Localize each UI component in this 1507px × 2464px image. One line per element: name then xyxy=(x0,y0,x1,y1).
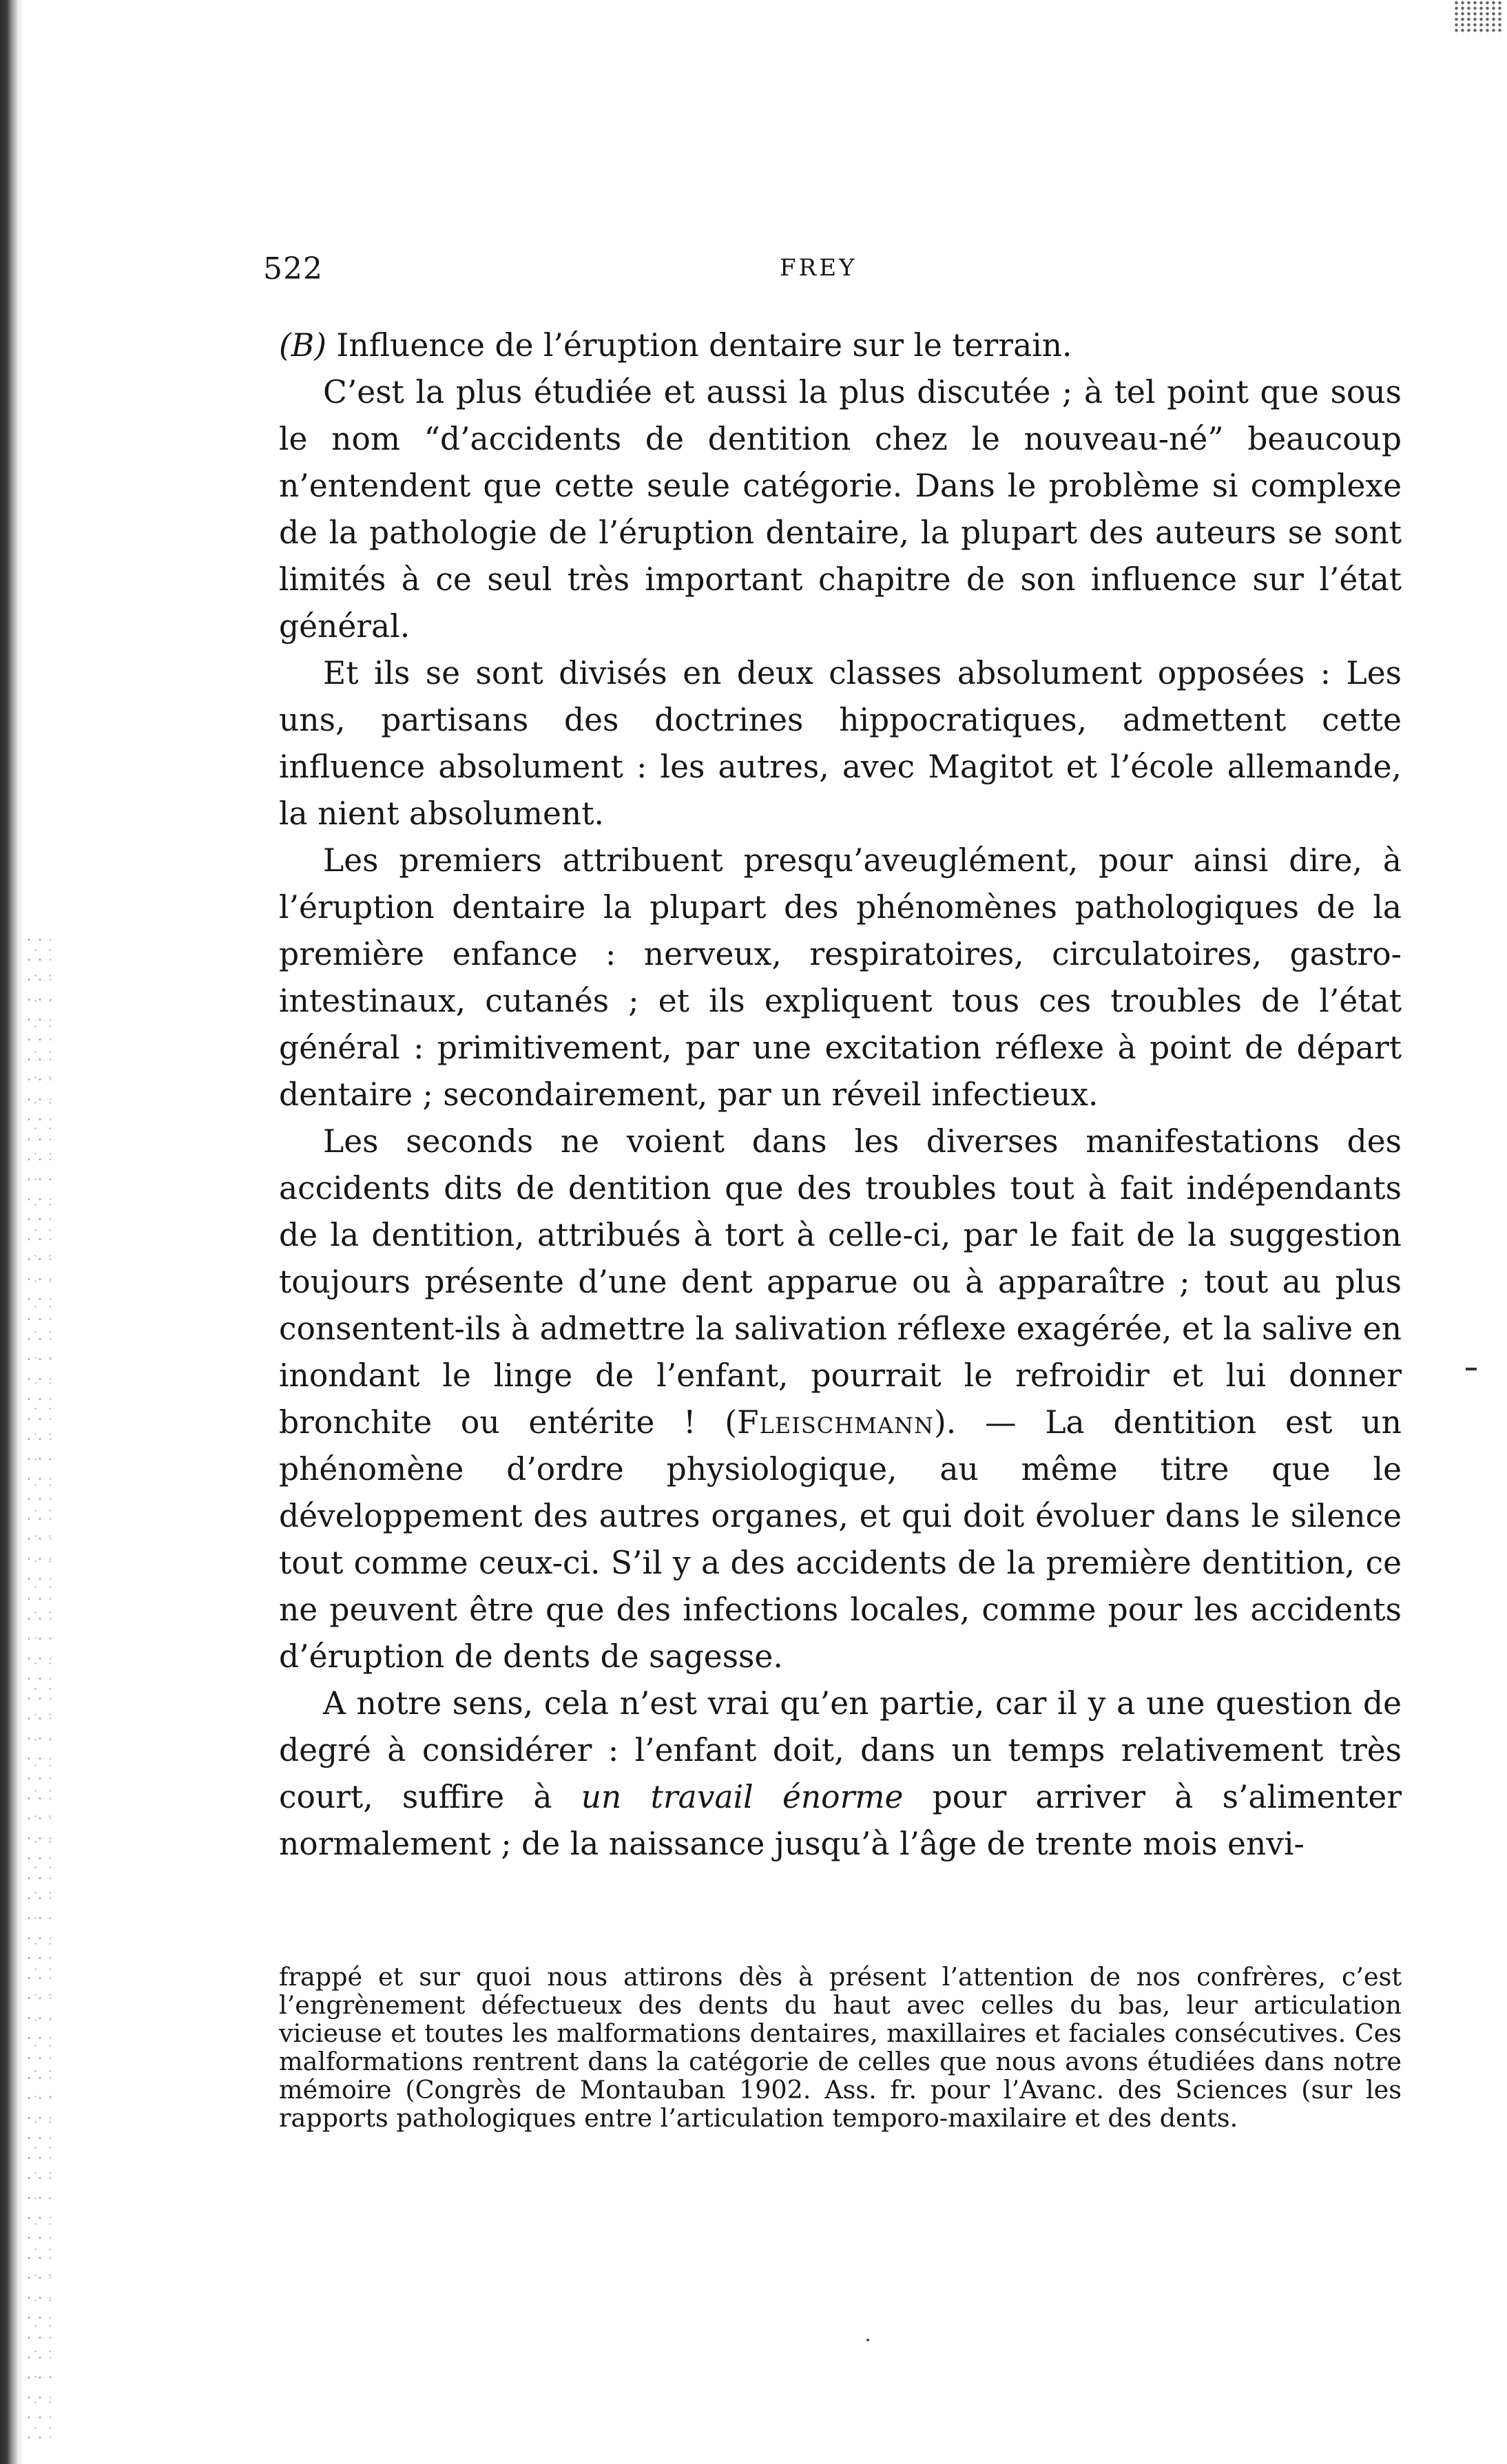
paragraph-3: Les premiers attribuent presqu’aveuglément, pour ainsi dire, à l’éruption dentaire la plupart des phénomènes pathologiques de la première enfance : nerveux, respiratoires, circulatoires, gastro-intestinaux, cutanés ; et ils expliquent tous ces troubles de l’état général : primitivement, par une excitation réflexe à point de départ dentaire ; secondairement, par un réveil infectieux. xyxy=(279,842,1402,1113)
paragraph-2: Et ils se sont divisés en deux classes absolument opposées : Les uns, partisans des doctrines hippocratiques, admettent cette influence absolument : les autres, avec Magitot et l’école allemande, la nient absolument. xyxy=(279,655,1402,832)
paragraph-5-part-b: pour arriver à s’alimenter normalement ; de la naissance jusqu’à l’âge de trente mois envi- xyxy=(279,1779,1402,1862)
paragraph-4-part-b: ). — La dentition est un phénomène d’ordre physiologique, au même titre que le développement des autres organes, et qui doit évoluer dans le silence tout comme ceux-ci. S’il y a des accidents de la première dentition, ce ne peuvent être que des infections locales, comme pour les accidents d’éruption de dents de sagesse. xyxy=(279,1404,1402,1675)
scan-corner-mark xyxy=(1453,0,1501,34)
cited-author: Fleischmann xyxy=(737,1404,935,1441)
page-number: 522 xyxy=(263,251,323,286)
stray-ink-dot xyxy=(866,2339,869,2341)
footnote xyxy=(279,1963,1402,2132)
page-binding-edge xyxy=(0,0,23,2464)
paragraph-1: C’est la plus étudiée et aussi la plus discutée ; à tel point que sous le nom “d’accidents de dentition chez le nouveau-né” beaucoup n’entendent que cette seule catégorie. Dans le problème si complexe de la pathologie de l’éruption dentaire, la plupart des auteurs se sont limités à ce seul très important chapitre de son influence sur l’état général. xyxy=(279,374,1402,645)
paragraph-5-part-a: A notre sens, cela n’est vrai qu’en partie, car il y a une question de degré à considérer : l’enfant doit, dans un temps relativement très court, suffire à xyxy=(279,1685,1402,1815)
footnote-text: frappé et sur quoi nous attirons dès à présent l’attention de nos confrères, c’est l’engrènement défectueux des dents du haut avec celles du bas, leur articulation vicieuse et toutes les malformations dentaires, maxillaires et faciales consécutives. Ces malformations rentrent dans la catégorie de celles que nous avons étudiées dans notre mémoire (Congrès de Montauban 1902. Ass. fr. pour l’Avanc. des Sciences (sur les rapports pathologiques entre l’articulation temporo-maxilaire et des dents. xyxy=(279,1962,1402,2133)
paragraph-4 xyxy=(279,1118,1402,1680)
paragraph-5 xyxy=(279,1680,1402,1868)
page-header xyxy=(263,251,1379,293)
section-heading-mark: (B) xyxy=(279,327,326,364)
paragraph-4-part-a: Les seconds ne voient dans les diverses manifestations des accidents dits de dentition que des troubles tout à fait indépendants de la dentition, attribués à tort à celle-ci, par le fait de la suggestion toujours présente d’une dent apparue ou à apparaître ; tout au plus consentent-ils à admettre la salivation réflexe exagérée, et la salive en inondant le linge de l’enfant, pourrait le refroidir et lui donner bronchite ou entérite ! ( xyxy=(279,1123,1402,1441)
running-head: FREY xyxy=(780,254,858,282)
scan-speckle xyxy=(23,930,51,2445)
section-heading xyxy=(279,322,1402,369)
body-text xyxy=(279,322,1402,1868)
section-heading-text: Influence de l’éruption dentaire sur le terrain. xyxy=(326,327,1072,364)
stray-ink-mark xyxy=(1466,1368,1477,1370)
emphasis-phrase: un travail énorme xyxy=(581,1779,904,1815)
